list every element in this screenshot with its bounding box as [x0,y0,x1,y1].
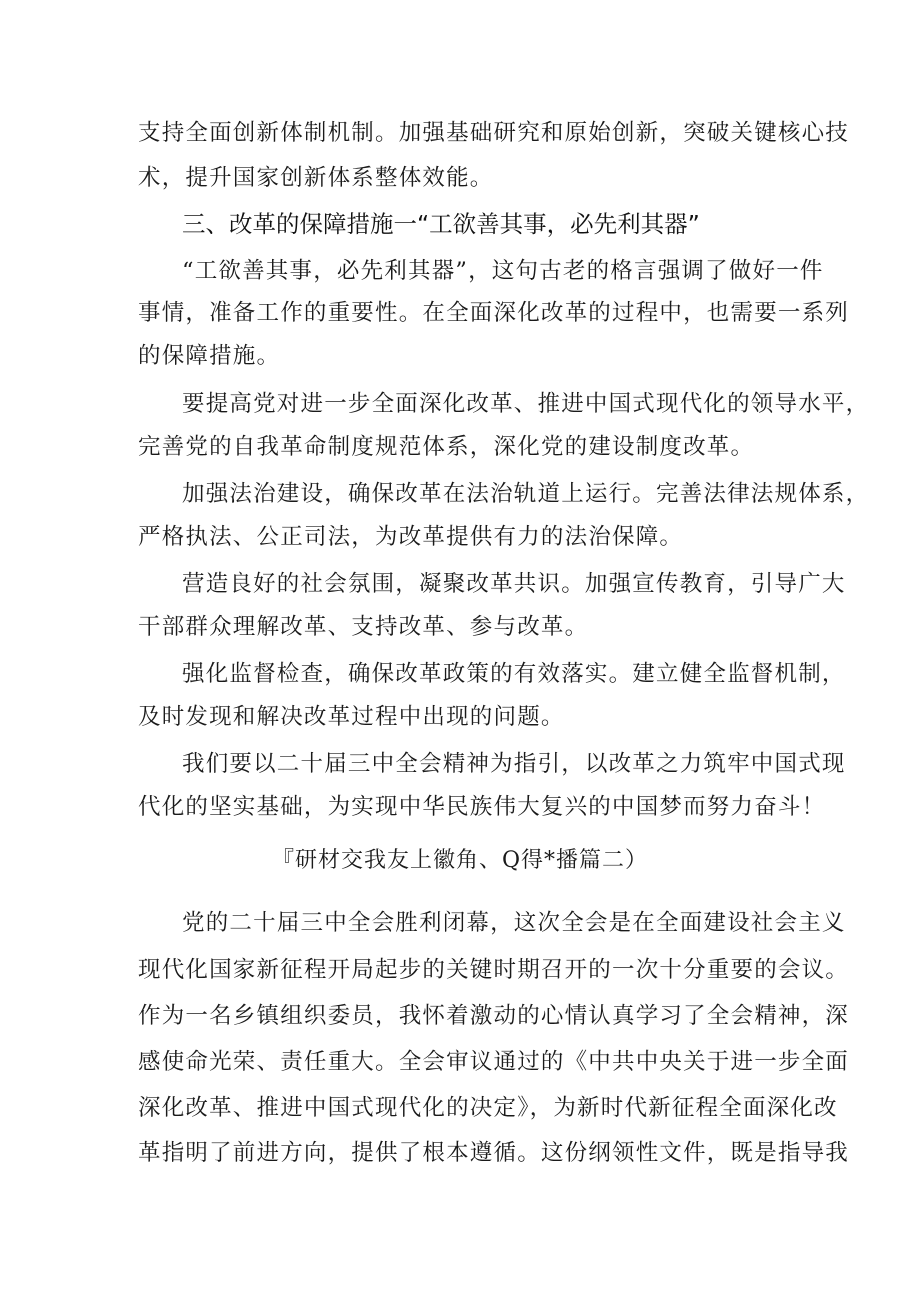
paragraph-line: 严格执法、公正司法，为改革提供有力的法治保障。 [138,524,684,550]
paragraph-line: 的保障措施。 [138,343,281,369]
article-caption: 『研材交我友上徽角、Q得*播篇二） [271,848,649,873]
paragraph-line: 完善党的自我革命制度规范体系，深化党的建设制度改革。 [138,434,755,460]
section-heading: 三、改革的保障措施一“工欲善其事，必先利其器” [182,210,700,238]
paragraph-line: 营造良好的社会氛围，凝聚改革共识。加强宣传教育，引导广大 [182,571,846,597]
paragraph-line: “工欲善其事，必先利其器”，这句古老的格言强调了做好一件 [182,258,824,284]
paragraph-line: 我们要以二十届三中全会精神为指引，以改革之力筑牢中国式现 [182,751,846,777]
paragraph-line: 深化改革、推进中国式现代化的决定》，为新时代新征程全面深化改 [138,1095,838,1121]
paragraph-line: 强化监督检查，确保改革政策的有效落实。建立健全监督机制， [182,661,846,687]
paragraph-line: 作为一名乡镇组织委员，我怀着激动的心情认真学习了全会精神，深 [138,1003,850,1029]
body-text-line: 术，提升国家创新体系整体效能。 [138,165,494,191]
paragraph-line: 感使命光荣、责任重大。全会审议通过的《中共中央关于进一步全面 [138,1049,850,1075]
paragraph-line: 要提高党对进一步全面深化改革、推进中国式现代化的领导水平， [182,391,870,417]
paragraph-line: 事情，准备工作的重要性。在全面深化改革的过程中，也需要一系列 [138,300,850,326]
paragraph-line: 代化的坚实基础，为实现中华民族伟大复兴的中国梦而努力奋斗！ [138,794,826,820]
paragraph-line: 干部群众理解改革、支持改革、参与改革。 [138,614,589,640]
paragraph-line: 革指明了前进方向，提供了根本遵循。这份纲领性文件，既是指导我 [138,1140,850,1166]
paragraph-line: 党的二十届三中全会胜利闭幕，这次全会是在全面建设社会主义 [182,910,846,936]
paragraph-line: 及时发现和解决改革过程中出现的问题。 [138,704,565,730]
body-text-line: 支持全面创新体制机制。加强基础研究和原始创新，突破关键核心技 [138,120,850,146]
paragraph-line: 加强法治建设，确保改革在法治轨道上运行。完善法律法规体系， [182,481,870,507]
paragraph-line: 现代化国家新征程开局起步的关键时期召开的一次十分重要的会议。 [138,957,850,983]
